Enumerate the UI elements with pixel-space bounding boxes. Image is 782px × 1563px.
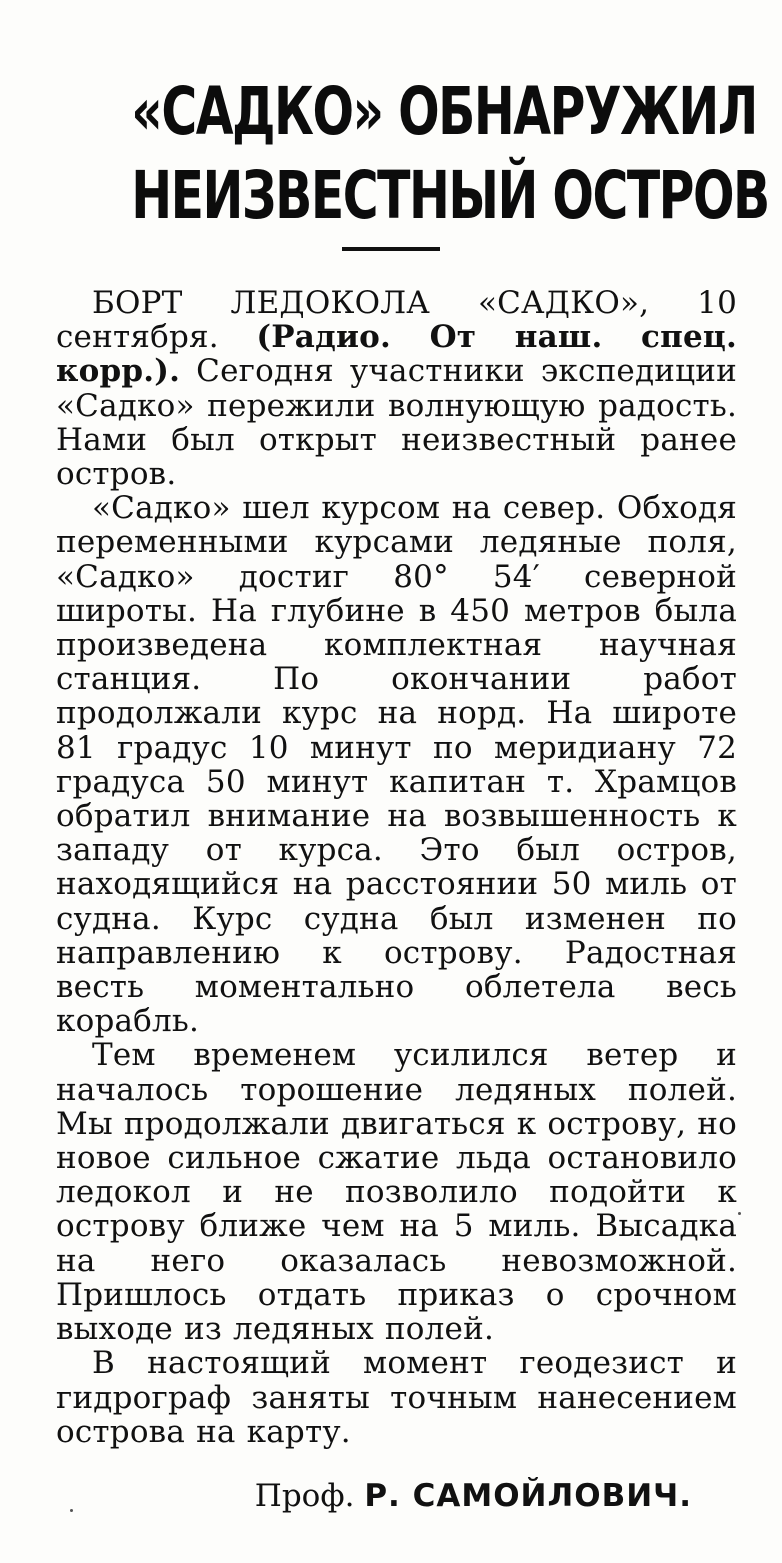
headline-divider	[342, 247, 440, 251]
dateline: БОРТ ЛЕДОКОЛА «САДКО», 10 сентября.	[56, 285, 737, 356]
author-name: Р. САМОЙЛОВИЧ.	[364, 1478, 692, 1514]
author-signature	[40, 1476, 692, 1516]
print-speck	[70, 1509, 73, 1512]
headline-line-1: «САДКО» ОБНАРУЖИЛ	[131, 73, 757, 150]
headline-line-2: НЕИЗВЕСТНЫЙ ОСТРОВ	[131, 157, 769, 234]
author-title: Проф.	[254, 1478, 355, 1514]
print-speck	[738, 1212, 741, 1215]
paragraph-text: Сегодня участники экспедиции «Садко» пережили волнующую радость. Нами был открыт неизвестный ранее остров.	[56, 353, 737, 493]
article-paragraph-2: «Садко» шел курсом на север. Обходя переменными курсами ледяные поля, «Садко» достиг 80° 54′ северной широты. На глубине в 450 метров была произведена комплектная научная станция. По окончании работ продолжали курс на норд. На широте 81 градус 10 минут по меридиану 72 градуса 50 минут капитан т. Храмцов обратил внимание на возвышенность к западу от курса. Это был остров, находящийся на расстоянии 50 миль от судна. Курс судна был изменен по направлению к острову. Радостная весть моментально облетела весь корабль.	[56, 490, 737, 1040]
article-paragraph-3: Тем временем усилился ветер и началось торошение ледяных полей. Мы продолжали двигаться к острову, но новое сильное сжатие льда остановило ледокол и не позволило подойти к острову ближе чем на 5 миль. Высадка на него оказалась невозможной. Пришлось отдать приказ о срочном выходе из ледяных полей.	[56, 1037, 737, 1348]
source-credit: (Радио. От наш. спец. корр.).	[56, 319, 737, 390]
article-paragraph-4: В настоящий момент геодезист и гидрограф заняты точным нанесением острова на карту.	[56, 1345, 737, 1450]
article-paragraph-1	[56, 286, 737, 491]
article-headline	[131, 70, 769, 238]
article-body	[56, 286, 737, 1449]
